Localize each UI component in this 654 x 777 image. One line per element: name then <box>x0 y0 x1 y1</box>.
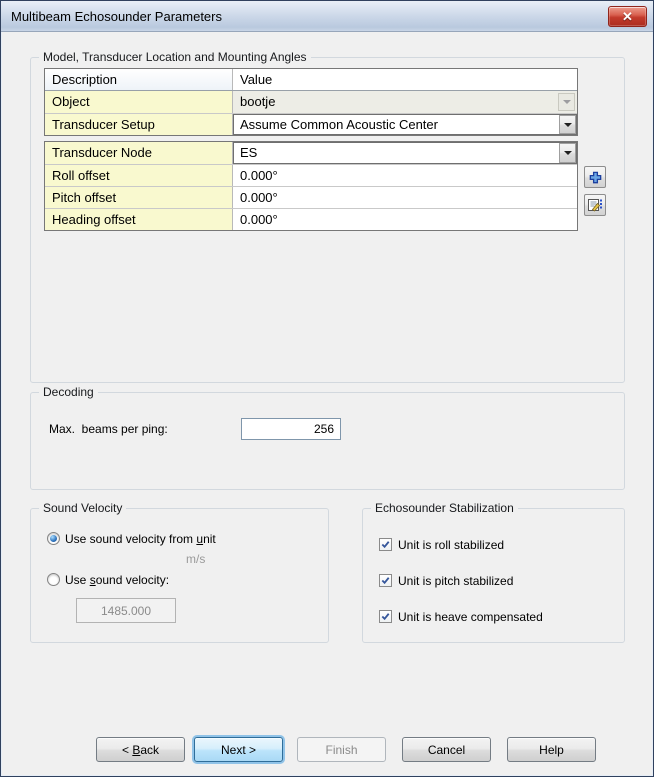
check-icon <box>380 611 391 622</box>
group-model-transducer <box>30 50 625 383</box>
heading-offset-value-cell[interactable]: 0.000° <box>233 209 577 230</box>
radio-use-sound-velocity-label[interactable]: Use sound velocity: <box>65 573 170 587</box>
row-label: Transducer Setup <box>45 114 233 135</box>
checkbox-row-roll <box>379 537 504 552</box>
check-icon <box>380 539 391 550</box>
group-echosounder-stabilization <box>362 501 625 643</box>
checkbox-label[interactable]: Unit is pitch stabilized <box>398 573 514 588</box>
table-row-heading-offset <box>45 208 577 230</box>
check-icon <box>380 575 391 586</box>
row-label: Transducer Node <box>45 142 233 164</box>
help-button[interactable]: Help <box>507 737 596 762</box>
properties-icon <box>587 197 603 213</box>
table-row-object <box>45 91 577 113</box>
transducer-setup-combobox[interactable] <box>233 114 577 135</box>
group-decoding <box>30 385 625 490</box>
checkbox-label[interactable]: Unit is roll stabilized <box>398 537 505 552</box>
column-header-description: Description <box>45 69 233 90</box>
row-label: Pitch offset <box>45 187 233 208</box>
table-block-bottom <box>44 141 578 231</box>
table-row-transducer-node <box>45 142 577 164</box>
max-beams-input[interactable] <box>241 418 341 440</box>
column-header-value: Value <box>233 69 577 90</box>
combobox-value: bootje <box>240 94 276 109</box>
combobox-value: ES <box>240 145 258 160</box>
cancel-button[interactable]: Cancel <box>402 737 491 762</box>
close-icon: ✕ <box>622 8 633 24</box>
roll-offset-value-cell[interactable]: 0.000° <box>233 165 577 186</box>
max-beams-label: Max. beams per ping: <box>49 422 168 436</box>
object-combobox <box>233 91 577 113</box>
plus-icon <box>588 170 603 185</box>
dialog-body <box>1 32 653 776</box>
radio-use-velocity-from-unit-label[interactable]: Use sound velocity from unit <box>65 532 216 546</box>
group-sound-velocity <box>30 501 329 643</box>
dropdown-arrow-icon[interactable] <box>559 115 576 134</box>
unit-ms-label: m/s <box>186 552 206 566</box>
row-label: Object <box>45 91 233 113</box>
row-label: Roll offset <box>45 165 233 186</box>
checkbox-pitch-stabilized[interactable] <box>379 574 392 587</box>
pitch-offset-value-cell[interactable]: 0.000° <box>233 187 577 208</box>
group-title: Decoding <box>39 385 98 400</box>
checkbox-row-pitch <box>379 573 513 588</box>
checkbox-heave-compensated[interactable] <box>379 610 392 623</box>
table-header-row <box>45 69 577 91</box>
table-row-roll-offset <box>45 164 577 186</box>
radio-use-velocity-from-unit[interactable] <box>47 532 60 545</box>
close-button[interactable] <box>608 6 647 27</box>
dropdown-arrow-icon[interactable] <box>559 143 576 163</box>
window-title: Multibeam Echosounder Parameters <box>11 9 222 24</box>
transducer-node-combobox[interactable] <box>233 142 577 164</box>
table-row-pitch-offset <box>45 186 577 208</box>
dropdown-arrow-icon <box>558 93 575 111</box>
checkbox-label[interactable]: Unit is heave compensated <box>398 609 543 624</box>
manual-velocity-input <box>76 598 176 623</box>
group-title: Echosounder Stabilization <box>371 501 518 516</box>
table-row-transducer-setup <box>45 113 577 135</box>
row-label: Heading offset <box>45 209 233 230</box>
next-button[interactable]: Next > <box>194 737 283 762</box>
radio-use-sound-velocity[interactable] <box>47 573 60 586</box>
table-block-top <box>44 68 578 136</box>
transducer-properties-button[interactable] <box>584 194 606 216</box>
combobox-value: Assume Common Acoustic Center <box>240 117 438 132</box>
titlebar[interactable] <box>1 1 653 32</box>
parameter-table <box>44 68 578 231</box>
group-title: Sound Velocity <box>39 501 126 516</box>
checkbox-roll-stabilized[interactable] <box>379 538 392 551</box>
group-title: Model, Transducer Location and Mounting Angles <box>39 50 311 65</box>
add-transducer-button[interactable] <box>584 166 606 188</box>
checkbox-row-heave <box>379 609 543 624</box>
finish-button: Finish <box>297 737 386 762</box>
back-button[interactable]: < Back <box>96 737 185 762</box>
